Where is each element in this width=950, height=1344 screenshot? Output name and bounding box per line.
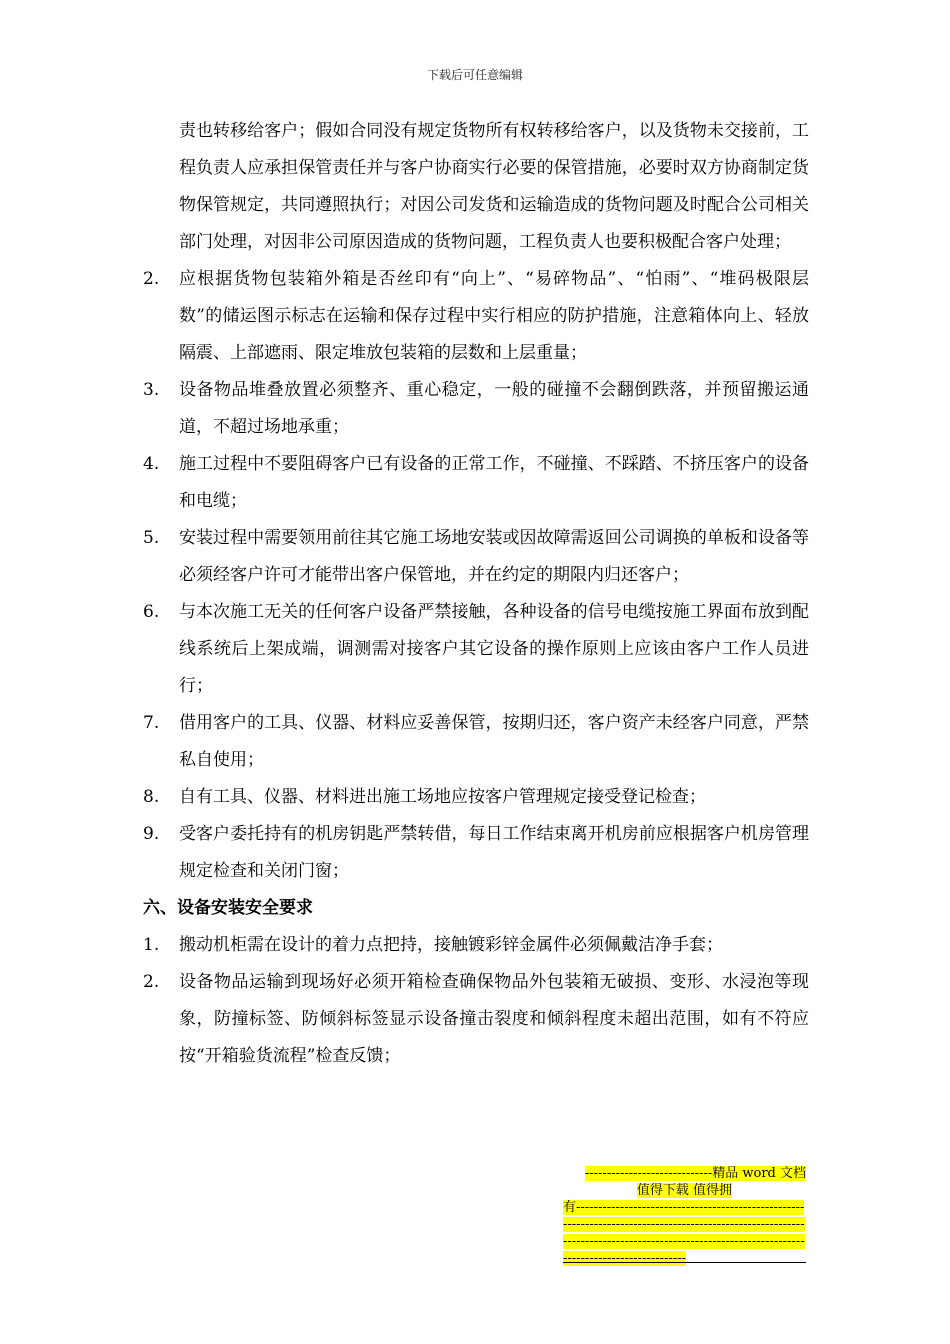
list-number: 2. xyxy=(143,269,160,289)
list-item xyxy=(143,705,809,779)
footer-line-2: 值得下载 值得拥 xyxy=(636,1183,733,1198)
watermark-footer xyxy=(563,1165,806,1267)
document-body xyxy=(143,113,809,1075)
footer-line-1: -----------------------------精品 word 文档 xyxy=(584,1166,806,1181)
list-item xyxy=(143,964,809,1075)
list-text: 施工过程中不要阻碍客户已有设备的正常工作，不碰撞、不踩踏、不挤压客户的设备和电缆； xyxy=(179,454,809,511)
list-item xyxy=(143,372,809,446)
list-text: 安装过程中需要领用前往其它施工场地安装或因故障需返回公司调换的单板和设备等必须经客户许可才能带出客户保管地，并在约定的期限内归还客户； xyxy=(179,528,809,585)
list-2 xyxy=(143,927,809,1075)
list-number: 2. xyxy=(143,972,160,992)
list-item xyxy=(143,261,809,372)
list-number: 5. xyxy=(143,528,160,548)
list-item xyxy=(143,446,809,520)
list-text: 搬动机柜需在设计的着力点把持，接触镀彩锌金属件必须佩戴洁净手套； xyxy=(179,935,723,955)
list-text: 自有工具、仪器、材料进出施工场地应按客户管理规定接受登记检查； xyxy=(179,787,706,807)
list-number: 6. xyxy=(143,602,160,622)
list-item xyxy=(143,594,809,705)
footer-line-3: 有---------------------------------------------------------------------------------------------------------------------------------------------------------------------------------------------- xyxy=(563,1200,805,1266)
list-text: 借用客户的工具、仪器、材料应妥善保管，按期归还，客户资产未经客户同意，严禁私自使用； xyxy=(179,713,809,770)
list-text: 设备物品堆叠放置必须整齐、重心稳定，一般的碰撞不会翻倒跌落，并预留搬运通道，不超过场地承重； xyxy=(179,380,809,437)
list-item xyxy=(143,520,809,594)
list-text: 设备物品运输到现场好必须开箱检查确保物品外包装箱无破损、变形、水浸泡等现象，防撞标签、防倾斜标签显示设备撞击裂度和倾斜程度未超出范围，如有不符应按“开箱验货流程”检查反馈； xyxy=(179,972,809,1066)
list-number: 3. xyxy=(143,380,160,400)
list-text: 与本次施工无关的任何客户设备严禁接触，各种设备的信号电缆按施工界面布放到配线系统后上架成端，调测需对接客户其它设备的操作原则上应该由客户工作人员进行； xyxy=(179,602,809,696)
page-header: 下载后可任意编辑 xyxy=(426,68,523,82)
list-text: 应根据货物包装箱外箱是否丝印有“向上”、“易碎物品”、“怕雨”、“堆码极限层数”的储运图示标志在运输和保存过程中实行相应的防护措施，注意箱体向上、轻放隔震、上部遮雨、限定堆放包装箱的层数和上层重量； xyxy=(179,269,809,363)
list-number: 1. xyxy=(143,935,160,955)
list-number: 4. xyxy=(143,454,160,474)
list-item xyxy=(143,927,809,964)
list-number: 9. xyxy=(143,824,160,844)
list-number: 7. xyxy=(143,713,160,733)
continuation-paragraph: 责也转移给客户；假如合同没有规定货物所有权转移给客户，以及货物未交接前，工程负责人应承担保管责任并与客户协商实行必要的保管措施，必要时双方协商制定货物保管规定，共同遵照执行；对因公司发货和运输造成的货物问题及时配合公司相关部门处理，对因非公司原因造成的货物问题，工程负责人也要积极配合客户处理； xyxy=(179,121,809,252)
list-item xyxy=(143,779,809,816)
list-item xyxy=(143,816,809,890)
list-1 xyxy=(143,261,809,890)
list-text: 受客户委托持有的机房钥匙严禁转借，每日工作结束离开机房前应根据客户机房管理规定检查和关闭门窗； xyxy=(179,824,809,881)
section-heading: 六、设备安装安全要求 xyxy=(143,898,313,918)
footer-divider xyxy=(563,1262,806,1263)
list-number: 8. xyxy=(143,787,160,807)
